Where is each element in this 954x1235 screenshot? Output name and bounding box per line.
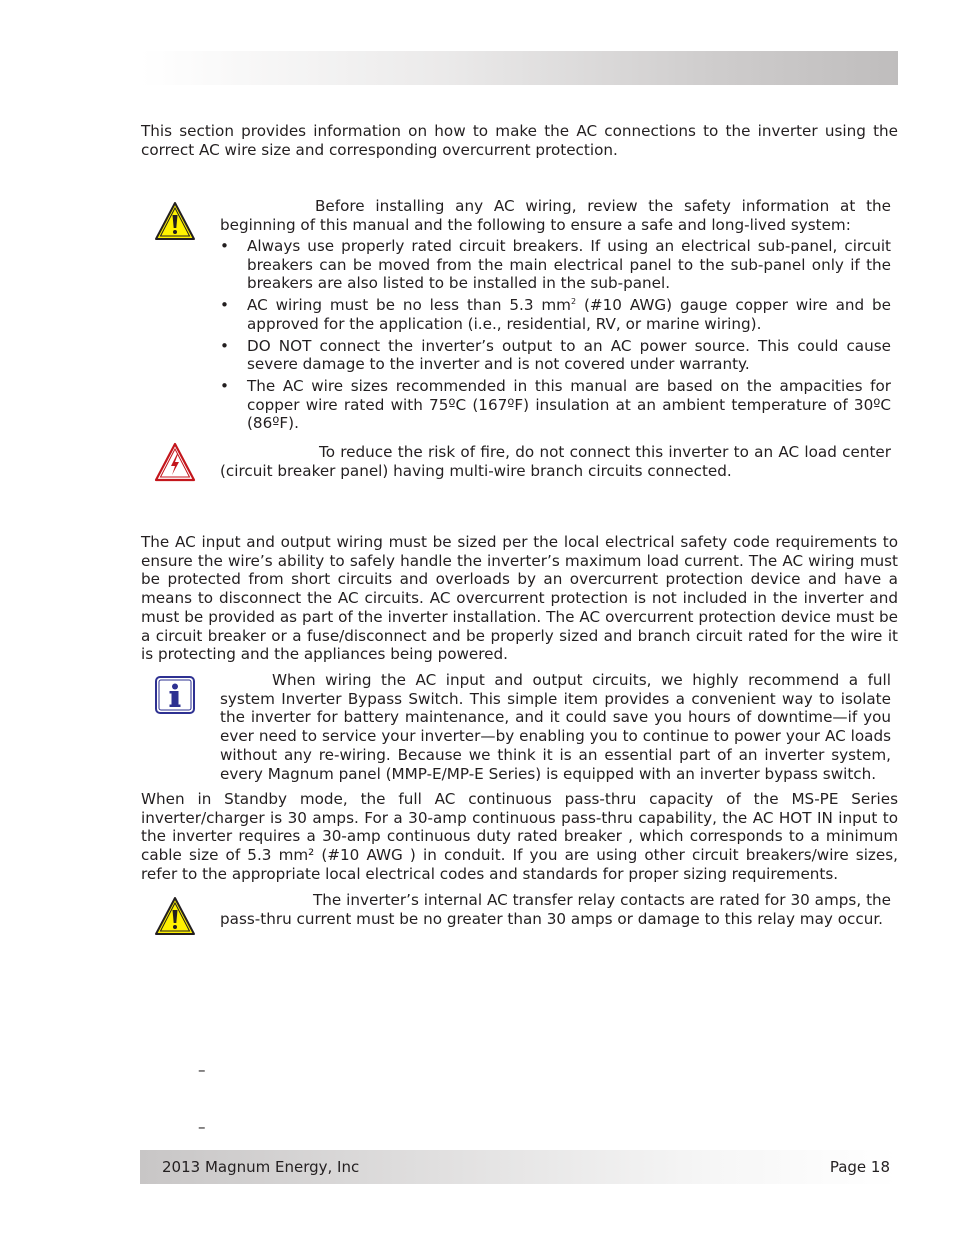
- list-item: • The AC wire sizes recommended in this manual are based on the ampacities for copper wire rated with 75ºC (167ºF) insulation at an ambient temperature of 30ºC (86ºF).: [220, 376, 891, 433]
- list-item: • Always use properly rated circuit breakers. If using an electrical sub-panel, circuit breakers can be moved from the main electrical panel to the sub-panel only if the breakers are also listed to be installed in the sub-panel.: [220, 237, 891, 293]
- caution-note-2: [220, 891, 891, 928]
- warning-note: [220, 443, 891, 480]
- header-bar: [140, 51, 898, 85]
- intro-paragraph: This section provides information on how to make the AC connections to the inverter using the correct AC wire size and corresponding overcurrent protection.: [141, 122, 898, 159]
- list-item: • AC wiring must be no less than 5.3 $mm^2$ (#10 AWG) gauge copper wire and be approved for the application (i.e., residential, RV, or marine wiring).: [220, 296, 892, 333]
- dash-marker: –: [198, 1118, 206, 1136]
- info-icon: [154, 675, 196, 715]
- standby-paragraph: When in Standby mode, the full AC continuous pass-thru capacity of the MS-PE Series inverter/charger is 30 amps. For a 30-amp continuous pass-thru capability, the AC HOT IN input to the inverter requires a 30-amp continuous duty rated breaker , which corresponds to a minimum cable size of 5.3 mm² (#10 AWG ) in conduit. If you are using other circuit breakers/wire sizes, refer to the appropriate local electrical codes and standards for proper sizing requirements.: [141, 790, 898, 883]
- page-number: Page 18: [829, 1158, 890, 1176]
- info-note: [220, 671, 891, 783]
- caution-text-2: The inverter’s internal AC transfer relay contacts are rated for 30 amps, the pass-thru current must be no greater than 30 amps or damage to this relay may occur.: [220, 891, 891, 928]
- safety-bullet-list: [220, 237, 891, 436]
- warning-triangle-icon: [154, 200, 196, 242]
- footer-bar: [140, 1150, 898, 1184]
- info-text: When wiring the AC input and output circuits, we highly recommend a full system Inverter Bypass Switch. This simple item provides a convenient way to isolate the inverter for battery maintenance, and it could save you hours of downtime—if you ever need to service your inverter—by enabling you to continue to power your AC loads without any re-wiring. Because we think it is an essential part of an inverter system, every Magnum panel (MMP-E/MP-E Series) is equipped with an inverter bypass switch.: [220, 671, 891, 783]
- warning-triangle-icon: [154, 895, 196, 937]
- caution-note-1: [220, 197, 891, 234]
- electrical-hazard-icon: [153, 441, 197, 483]
- wiring-paragraph: The AC input and output wiring must be sized per the local electrical safety code requirements to ensure the wire’s ability to safely handle the inverter’s maximum load current. The AC wiring must be protected from short circuits and overloads by an overcurrent protection device and have a means to disconnect the AC circuits. AC overcurrent protection is not included in the inverter and must be provided as part of the inverter installation. The AC overcurrent protection device must be a circuit breaker or a fuse/disconnect and be properly sized and branch circuit rated for the wire it is protecting and the appliances being powered.: [141, 533, 898, 664]
- footer-copyright: 2013 Magnum Energy, Inc: [162, 1158, 360, 1176]
- dash-marker: –: [198, 1061, 206, 1079]
- warning-text: To reduce the risk of fire, do not connect this inverter to an AC load center (circuit breaker panel) having multi-wire branch circuits connected.: [220, 443, 891, 480]
- caution-text-1: Before installing any AC wiring, review the safety information at the beginning of this manual and the following to ensure a safe and long-lived system:: [220, 197, 891, 234]
- list-item: • DO NOT connect the inverter’s output to an AC power source. This could cause severe damage to the inverter and is not covered under warranty.: [220, 336, 891, 374]
